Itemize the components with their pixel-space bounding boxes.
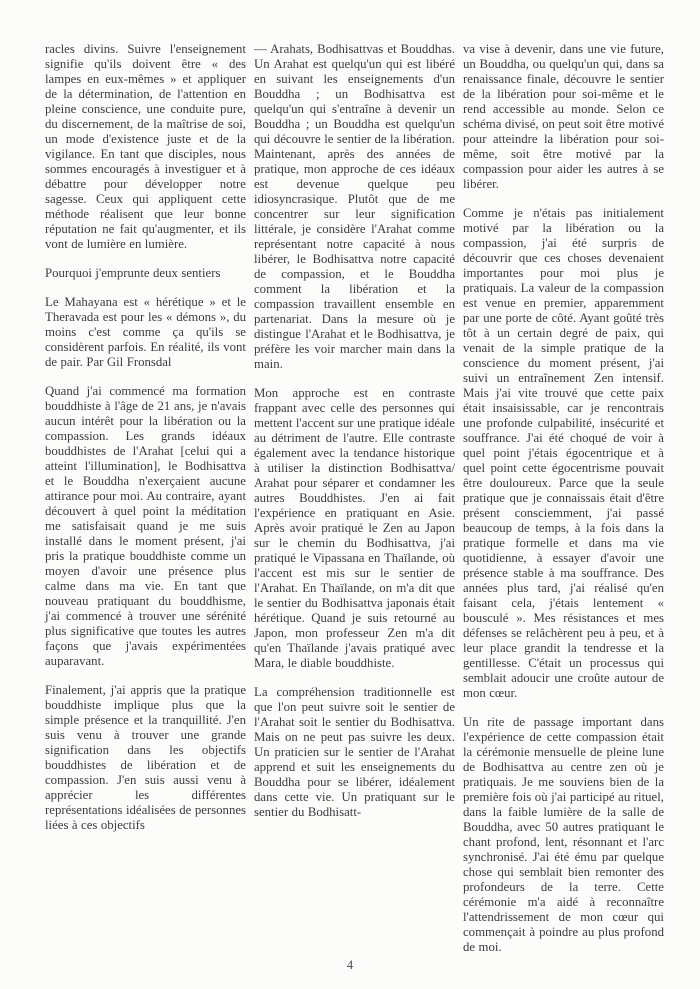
paragraph: La compréhension traditionnelle est que l'on peut suivre soit le sentier de l'Arahat soit le sentier du Bodhisattva. Mais on ne peut pas suivre les deux. Un praticien sur le sentier de l'Arahat apprend et suit les enseignements du Bouddha pour se libérer, idéalement dans cette vie. Un pratiquant sur le sentier du Bodhisatt- <box>254 685 455 819</box>
paragraph: Finalement, j'ai appris que la pratique bouddhiste implique plus que la simple présence et la tranquillité. J'en suis venu à trouver une grande signification dans les objectifs bouddhistes de libération et de compassion. J'en suis aussi venu à apprécier les différentes représentations idéalisées de personnes liées à ces objectifs <box>45 683 246 832</box>
paragraph: Le Mahayana est « hérétique » et le Theravada est pour les « démons », du moins c'est comme ça qu'ils se considèrent parfois. En réalité, ils vont de pair. Par Gil Fronsdal <box>45 295 246 369</box>
paragraph: va vise à devenir, dans une vie future, un Bouddha, ou quelqu'un qui, dans sa renaissance finale, découvre le sentier de la libération pour soi-même et le rend accessible au monde. Selon ce schéma divisé, on peut soit être motivé pour atteindre la libération pour soi-même, soit être motivé par la compassion pour aider les autres à se libérer. <box>463 42 664 191</box>
paragraph: Mon approche est en contraste frappant avec celle des personnes qui mettent l'accent sur une pratique idéale au détriment de l'autre. Elle contraste également avec la tendance historique à utiliser la distinction Bodhisattva/ Arahat pour séparer et condamner les autres Bouddhistes. J'en ai fait l'expérience en pratiquant en Asie. Après avoir pratiqué le Zen au Japon sur le chemin du Bodhisattva, j'ai pratiqué le Vipassana en Thaïlande, où l'accent est mis sur le sentier de l'Arahat. En Thaïlande, on m'a dit que le sentier du Bodhisattva japonais était hérétique. Quand je suis retourné au Japon, mon professeur Zen m'a dit qu'en Thaïlande j'avais pratiqué avec Mara, le diable bouddhiste. <box>254 386 455 670</box>
text-column-2 <box>254 42 455 955</box>
article-body <box>45 42 664 955</box>
paragraph: — Arahats, Bodhisattvas et Bouddhas. Un Arahat est quelqu'un qui est libéré en suivant les enseignements d'un Bouddha ; un Bodhisattva est quelqu'un qui s'entraîne à devenir un Bouddha ; un Bouddha est quelqu'un qui découvre le sentier de la libération. Maintenant, après des années de pratique, mon approche de ces idéaux est devenue quelque peu idiosyncrasique. Plutôt que de me concentrer sur leur signification littérale, je considère l'Arahat comme représentant notre capacité à nous libérer, le Bodhisattva notre capacité de compassion, et le Bouddha comment la libération et la compassion travaillent ensemble en partenariat. Dans la mesure où je distingue l'Arahat et le Bodhisattva, je préfère les voir marcher main dans la main. <box>254 42 455 371</box>
paragraph: Comme je n'étais pas initialement motivé par la libération ou la compassion, j'ai été surpris de découvrir que ces choses devenaient importantes pour moi plus je pratiquais. La valeur de la compassion est venue en premier, apparemment par une porte de côté. Ayant goûté très tôt à un certain degré de paix, qui venait de la simple pratique de la conscience du moment présent, j'ai suivi un entraînement Zen intensif. Mais j'ai vite trouvé que cette paix était insaisissable, car je rencontrais une profonde culpabilité, insécurité et souffrance. J'ai été choqué de voir à quel point j'étais égocentrique et à quel point cette égocentrisme pouvait être douloureux. Parce que la seule pratique que je connaissais était d'être présent consciemment, j'ai passé beaucoup de temps, à la fois dans la pratique formelle et dans ma vie quotidienne, à essayer d'avoir une présence stable à ma souffrance. Des années plus tard, j'ai réalisé qu'en faisant cela, j'étais lentement « bousculé ». Mes résistances et mes défenses se relâchèrent peu à peu, et à leur place grandit la tendresse et la gentillesse. C'était un processus qui semblait adoucir une croûte autour de mon cœur. <box>463 206 664 700</box>
text-column-3 <box>463 42 664 955</box>
paragraph: Un rite de passage important dans l'expérience de cette compassion était la cérémonie mensuelle de pleine lune de Bodhisattva au centre zen où je pratiquais. Je me souviens bien de la première fois où j'ai participé au rituel, dans la faible lumière de la salle de Bouddha, avec 50 autres pratiquant le chant profond, lent, résonnant et l'arc synchronisé. J'ai été ému par quelque chose qui semblait bien remonter des profondeurs de la terre. Cette cérémonie m'a aidé à reconnaître l'attendrissement de mon cœur qui commençait à poindre au plus profond de moi. <box>463 715 664 954</box>
paragraph: racles divins. Suivre l'enseignement signifie qu'ils doivent être « des lampes en eux-mêmes » et appliquer de la détermination, de l'attention en pleine conscience, une conduite pure, du discernement, de la maîtrise de soi, un mode d'existence juste et de la vigilance. En tant que disciples, nous sommes encouragés à investiguer et à débattre pour développer notre sagesse. Ceux qui appliquent cette méthode réalisent que leur bonne réputation ne fait qu'augmenter, et ils vont de lumière en lumière. <box>45 42 246 251</box>
section-heading: Pourquoi j'emprunte deux sentiers <box>45 266 221 280</box>
text-column-1 <box>45 42 246 955</box>
paragraph: Quand j'ai commencé ma formation bouddhiste à l'âge de 21 ans, je n'avais aucun intérêt pour la libération ou la compassion. Les grands idéaux bouddhistes de l'Arahat [celui qui a atteint l'illumination], le Bodhisattva et le Bouddha n'exerçaient aucune attirance pour moi. Au contraire, ayant découvert à quel point la méditation me satisfaisait quand je me suis installé dans le moment présent, j'ai pris la pratique bouddhiste comme un moyen d'avoir une présence plus calme dans ma vie. En tant que nouveau pratiquant du bouddhisme, j'ai commencé à trouver une sérénité plus significative que toutes les autres façons que j'avais expérimentées auparavant. <box>45 384 246 668</box>
page-number: 4 <box>346 958 354 972</box>
